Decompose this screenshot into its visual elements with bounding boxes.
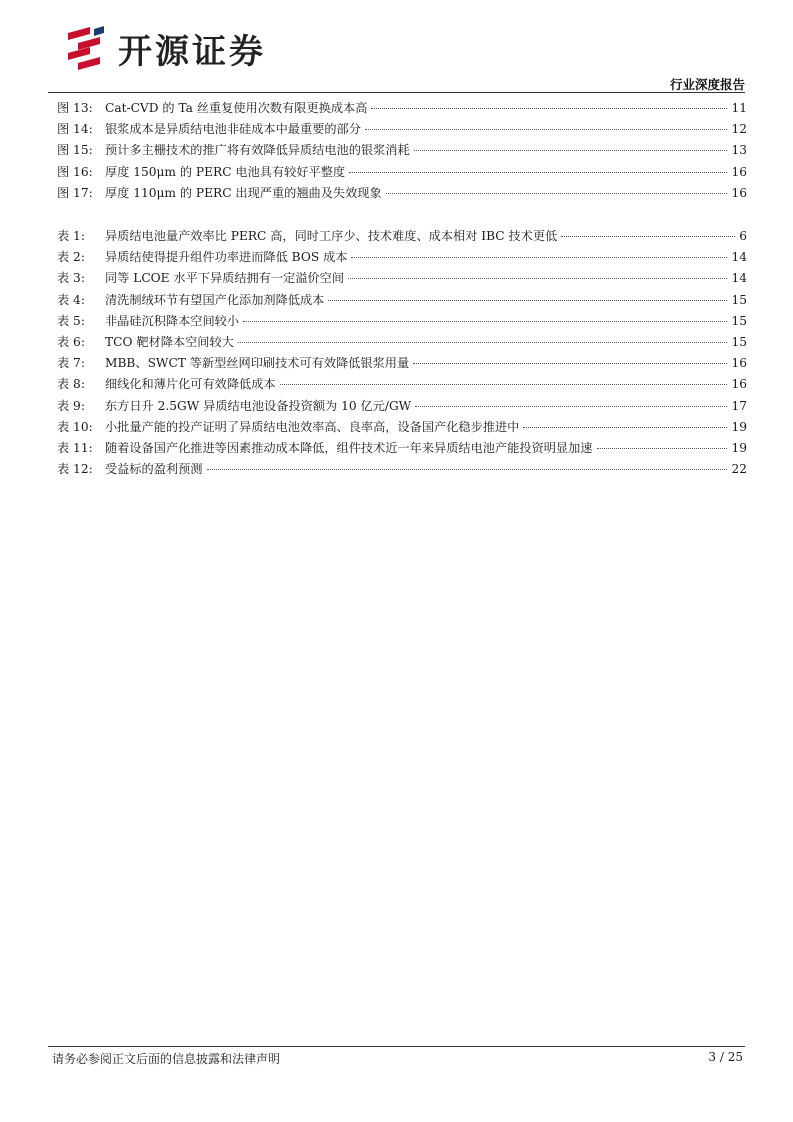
toc-dot-leader [348, 278, 727, 279]
toc-entry-page: 16 [731, 377, 747, 392]
toc-dot-leader [243, 321, 727, 322]
footer-disclaimer: 请务必参阅正文后面的信息披露和法律声明 [52, 1052, 281, 1066]
toc-entry-title: 小批量产能的投产证明了异质结电池效率高、良率高，设备国产化稳步推进中 [105, 419, 520, 434]
toc-entry-label: 表 3: [57, 271, 85, 286]
table-toc-row[interactable] [57, 226, 747, 247]
table-toc-row[interactable] [57, 332, 747, 353]
toc-dot-leader [371, 108, 727, 109]
toc-entry-title: Cat-CVD 的 Ta 丝重复使用次数有限更换成本高 [105, 101, 368, 115]
toc-entry-label: 表 9: [57, 398, 85, 413]
figure-toc-row[interactable] [57, 119, 747, 140]
toc-dot-leader [597, 448, 728, 449]
toc-entry-label: 图 16: [57, 164, 93, 179]
toc-entry-label: 图 13: [57, 101, 93, 115]
toc-entry-label: 表 8: [57, 377, 85, 392]
table-toc-row[interactable] [57, 247, 747, 268]
toc-entry-title: 厚度 110μm 的 PERC 出现严重的翘曲及失效现象 [105, 185, 382, 200]
toc-entry-title: 东方日升 2.5GW 异质结电池设备投资额为 10 亿元/GW [105, 398, 412, 413]
toc-entry-page: 16 [731, 356, 747, 371]
toc-entry-title: 同等 LCOE 水平下异质结拥有一定溢价空间 [105, 271, 345, 286]
toc-entry-title: 随着设备国产化推进等因素推动成本降低，组件技术近一年来异质结电池产能投资明显加速 [105, 440, 593, 455]
toc-entry-label: 表 12: [57, 462, 93, 477]
toc-entry-label: 表 4: [57, 292, 85, 307]
toc-dot-leader [415, 406, 727, 407]
table-toc-row[interactable] [57, 438, 747, 459]
toc-entry-label: 表 7: [57, 356, 85, 371]
toc-entry-title: 异质结电池量产效率比 PERC 高，同时工序少、技术难度、成本相对 IBC 技术更低 [105, 229, 558, 243]
toc-entry-title: 异质结使得提升组件功率进而降低 BOS 成本 [105, 250, 348, 265]
toc-entry-title: 清洗制绒环节有望国产化添加剂降低成本 [105, 292, 325, 307]
toc-entry-page: 16 [731, 185, 747, 200]
toc-dot-leader [365, 129, 728, 130]
toc-dot-leader [238, 342, 728, 343]
toc-dot-leader [561, 236, 735, 237]
table-toc-row[interactable] [57, 459, 747, 480]
toc-entry-title: TCO 靶材降本空间较大 [105, 334, 234, 349]
toc-dot-leader [280, 384, 728, 385]
table-toc-row[interactable] [57, 290, 747, 311]
table-toc-row[interactable] [57, 311, 747, 332]
toc-dot-leader [351, 257, 727, 258]
table-toc-row[interactable] [57, 417, 747, 438]
figure-toc-row[interactable] [57, 98, 747, 119]
toc-dot-leader [414, 150, 728, 151]
toc-dot-leader [413, 363, 727, 364]
table-list [57, 226, 747, 480]
toc-entry-page: 6 [739, 229, 747, 243]
toc-dot-leader [523, 427, 727, 428]
toc-entry-page: 15 [731, 313, 747, 328]
toc-entry-label: 表 5: [57, 313, 85, 328]
toc-entry-label: 图 15: [57, 143, 93, 158]
toc-dot-leader [386, 193, 728, 194]
toc-entry-label: 表 11: [57, 440, 93, 455]
toc-entry-label: 表 2: [57, 250, 85, 265]
figure-toc-row[interactable] [57, 162, 747, 183]
toc-entry-title: 预计多主栅技术的推广将有效降低异质结电池的银浆消耗 [105, 143, 410, 158]
toc-entry-page: 15 [731, 334, 747, 349]
toc-entry-page: 14 [731, 250, 747, 265]
toc-entry-page: 16 [731, 164, 747, 179]
toc-entry-label: 图 17: [57, 185, 93, 200]
toc-entry-label: 图 14: [57, 122, 93, 137]
footer-divider [48, 1046, 745, 1047]
figure-toc-row[interactable] [57, 183, 747, 204]
toc-entry-page: 12 [731, 122, 747, 137]
toc-dot-leader [328, 300, 727, 301]
page-number: 3 / 25 [708, 1050, 743, 1064]
table-toc-row[interactable] [57, 268, 747, 289]
toc-entry-label: 表 10: [57, 419, 93, 434]
toc-entry-label: 表 1: [57, 229, 85, 243]
toc-dot-leader [349, 172, 727, 173]
toc-entry-page: 17 [731, 398, 747, 413]
toc-entry-title: 细线化和薄片化可有效降低成本 [105, 377, 276, 392]
logo-mark-icon [64, 25, 108, 71]
toc-entry-title: 受益标的盈利预测 [105, 462, 203, 477]
table-toc-row[interactable] [57, 374, 747, 395]
table-toc-row[interactable] [57, 353, 747, 374]
toc-entry-title: MBB、SWCT 等新型丝网印刷技术可有效降低银浆用量 [105, 356, 410, 371]
table-toc-row[interactable] [57, 396, 747, 417]
toc-entry-title: 厚度 150μm 的 PERC 电池具有较好平整度 [105, 164, 346, 179]
toc-entry-page: 13 [731, 143, 747, 158]
toc-entry-page: 15 [731, 292, 747, 307]
toc-entry-title: 银浆成本是异质结电池非硅成本中最重要的部分 [105, 122, 361, 137]
toc-entry-page: 11 [731, 101, 747, 115]
company-logo [64, 22, 266, 74]
figure-list [57, 98, 747, 204]
toc-entry-page: 14 [731, 271, 747, 286]
toc-entry-page: 19 [731, 419, 747, 434]
figure-toc-row[interactable] [57, 140, 747, 161]
brand-name: 开源证券 [118, 31, 266, 72]
toc-entry-page: 19 [731, 440, 747, 455]
toc-dot-leader [207, 469, 728, 470]
toc-entry-label: 表 6: [57, 334, 85, 349]
toc-entry-page: 22 [731, 462, 747, 477]
header-divider [48, 92, 745, 93]
document-type: 行业深度报告 [669, 77, 745, 92]
toc-entry-title: 非晶硅沉积降本空间较小 [105, 313, 240, 328]
